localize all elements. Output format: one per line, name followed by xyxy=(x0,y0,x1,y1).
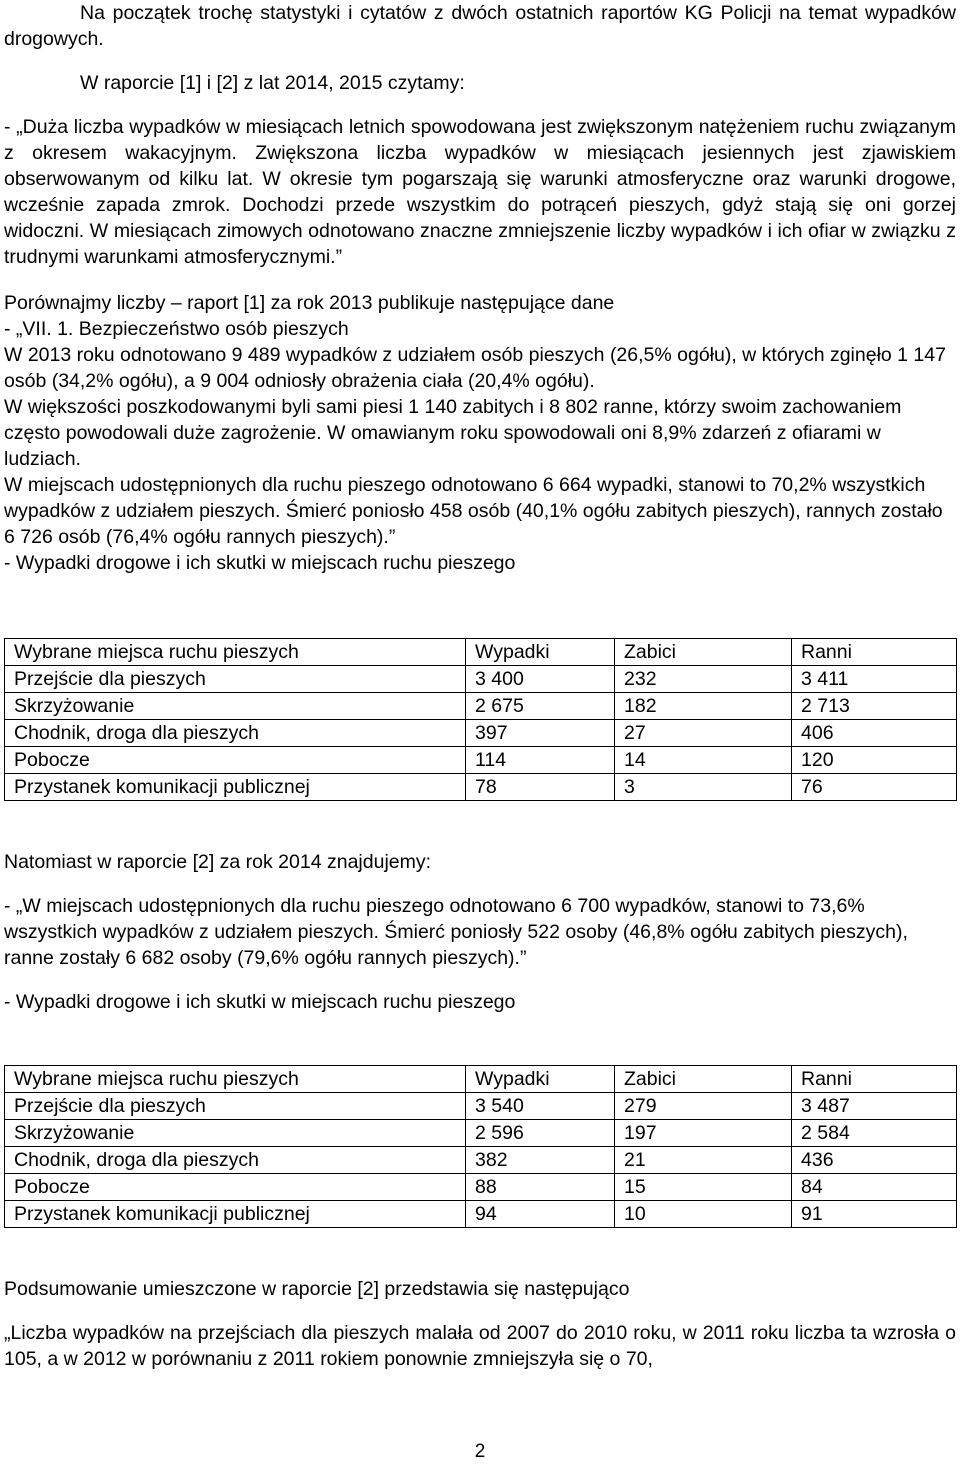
table-cell: Skrzyżowanie xyxy=(5,1120,466,1147)
table-cell: 279 xyxy=(615,1093,792,1120)
summary-intro: Podsumowanie umieszczone w raporcie [2] przedstawia się następująco xyxy=(4,1278,630,1300)
table-cell: 21 xyxy=(615,1147,792,1174)
table-cell: 2 713 xyxy=(792,693,957,720)
table-cell: 10 xyxy=(615,1201,792,1228)
table-row xyxy=(5,1174,957,1201)
table-row xyxy=(5,747,957,774)
table-row xyxy=(5,720,957,747)
report-2013-heading: - „VII. 1. Bezpieczeństwo osób pieszych xyxy=(4,318,349,340)
report-2014-quote: - „W miejscach udostępnionych dla ruchu pieszego odnotowano 6 700 wypadków, stanowi to 73,6% wszystkich wypadków z udziałem pieszych. Śmierć poniosły 522 osoby (46,8% ogółu zabitych pieszych), ranne zostały 6 682 osoby (79,6% ogółu rannych pieszych).” xyxy=(4,895,908,969)
header-cell: Wypadki xyxy=(466,639,615,666)
summary-quote: „Liczba wypadków na przejściach dla pieszych malała od 2007 do 2010 roku, w 2011 roku liczba ta wzrosła o 105, a w 2012 w porównaniu z 2011 rokiem ponownie zmniejszyła się o 70, xyxy=(4,1322,956,1370)
table-cell: Przejście dla pieszych xyxy=(5,666,466,693)
table-cell: 3 487 xyxy=(792,1093,957,1120)
table-row xyxy=(5,666,957,693)
table-header-row xyxy=(5,639,957,666)
table-cell: 94 xyxy=(466,1201,615,1228)
header-cell: Zabici xyxy=(615,639,792,666)
table-cell: 3 xyxy=(615,774,792,801)
table-cell: 114 xyxy=(466,747,615,774)
report-2013-table-caption: - Wypadki drogowe i ich skutki w miejscach ruchu pieszego xyxy=(4,552,516,574)
table-cell: 120 xyxy=(792,747,957,774)
table-row xyxy=(5,774,957,801)
table-row xyxy=(5,1093,957,1120)
report-2014-table-caption: - Wypadki drogowe i ich skutki w miejscach ruchu pieszego xyxy=(4,991,516,1013)
report-2013-paragraph-1: W 2013 roku odnotowano 9 489 wypadków z udziałem osób pieszych (26,5% ogółu), w których zginęło 1 147 osób (34,2% ogółu), a 9 004 odniosły obrażenia ciała (20,4% ogółu). xyxy=(4,344,946,392)
table-cell: 3 540 xyxy=(466,1093,615,1120)
table-cell: Chodnik, droga dla pieszych xyxy=(5,720,466,747)
table-cell: 3 411 xyxy=(792,666,957,693)
header-cell: Zabici xyxy=(615,1066,792,1093)
table-cell: 182 xyxy=(615,693,792,720)
table-cell: 2 675 xyxy=(466,693,615,720)
table-cell: 2 596 xyxy=(466,1120,615,1147)
table-cell: Skrzyżowanie xyxy=(5,693,466,720)
table-2013 xyxy=(4,638,957,801)
table-cell: 88 xyxy=(466,1174,615,1201)
table-cell: 84 xyxy=(792,1174,957,1201)
seasonal-quote: - „Duża liczba wypadków w miesiącach letnich spowodowana jest zwiększonym natężeniem ruchu związanym z okresem wakacyjnym. Zwiększona liczba wypadków w miesiącach jesiennych jest zjawiskiem obserwowanym od kilku lat. W okresie tym pogarszają się warunki atmosferyczne oraz warunki drogowe, wcześnie zapada zmrok. Dochodzi przede wszystkim do potrąceń pieszych, gdyż stają się oni gorzej widoczni. W miesiącach zimowych odnotowano znaczne zmniejszenie liczby wypadków i ich ofiar w związku z trudnymi warunkami atmosferycznymi.” xyxy=(4,116,956,268)
report-2013-paragraph-2: W większości poszkodowanymi byli sami piesi 1 140 zabitych i 8 802 ranne, którzy swoim zachowaniem często powodowali duże zagrożenie. W omawianym roku spowodowali oni 8,9% zdarzeń z ofiarami w ludziach. xyxy=(4,396,902,470)
table-cell: 15 xyxy=(615,1174,792,1201)
page-number: 2 xyxy=(474,1441,486,1462)
document-page xyxy=(4,0,956,1372)
report-2013-paragraph-3: W miejscach udostępnionych dla ruchu pieszego odnotowano 6 664 wypadki, stanowi to 70,2% wszystkich wypadków z udziałem pieszych. Śmierć poniosło 458 osób (40,1% ogółu zabitych pieszych), rannych zostało 6 726 osób (76,4% ogółu rannych pieszych).” xyxy=(4,474,943,548)
report-2014-intro: Natomiast w raporcie [2] za rok 2014 znajdujemy: xyxy=(4,851,432,873)
table-cell: 91 xyxy=(792,1201,957,1228)
table-row xyxy=(5,1147,957,1174)
table-cell: 436 xyxy=(792,1147,957,1174)
table-cell: Przystanek komunikacji publicznej xyxy=(5,1201,466,1228)
table-row xyxy=(5,693,957,720)
table-cell: Chodnik, droga dla pieszych xyxy=(5,1147,466,1174)
table-cell: 232 xyxy=(615,666,792,693)
table-cell: 382 xyxy=(466,1147,615,1174)
table-cell: 406 xyxy=(792,720,957,747)
table-cell: 14 xyxy=(615,747,792,774)
table-cell: 76 xyxy=(792,774,957,801)
table-cell: 3 400 xyxy=(466,666,615,693)
table-cell: 2 584 xyxy=(792,1120,957,1147)
header-cell: Ranni xyxy=(792,639,957,666)
header-cell: Wybrane miejsca ruchu pieszych xyxy=(5,639,466,666)
reports-intro: W raporcie [1] i [2] z lat 2014, 2015 czytamy: xyxy=(80,72,465,94)
table-header-row xyxy=(5,1066,957,1093)
table-cell: Pobocze xyxy=(5,747,466,774)
table-2014 xyxy=(4,1065,957,1228)
table-row xyxy=(5,1201,957,1228)
intro-paragraph: Na początek trochę statystyki i cytatów z dwóch ostatnich raportów KG Policji na temat wypadków drogowych. xyxy=(4,2,956,50)
header-cell: Wybrane miejsca ruchu pieszych xyxy=(5,1066,466,1093)
table-cell: 197 xyxy=(615,1120,792,1147)
header-cell: Wypadki xyxy=(466,1066,615,1093)
table-cell: 78 xyxy=(466,774,615,801)
table-cell: 397 xyxy=(466,720,615,747)
table-cell: Przejście dla pieszych xyxy=(5,1093,466,1120)
table-row xyxy=(5,1120,957,1147)
header-cell: Ranni xyxy=(792,1066,957,1093)
table-cell: Przystanek komunikacji publicznej xyxy=(5,774,466,801)
table-cell: Pobocze xyxy=(5,1174,466,1201)
table-cell: 27 xyxy=(615,720,792,747)
report-2013-intro: Porównajmy liczby – raport [1] za rok 2013 publikuje następujące dane xyxy=(4,292,615,314)
